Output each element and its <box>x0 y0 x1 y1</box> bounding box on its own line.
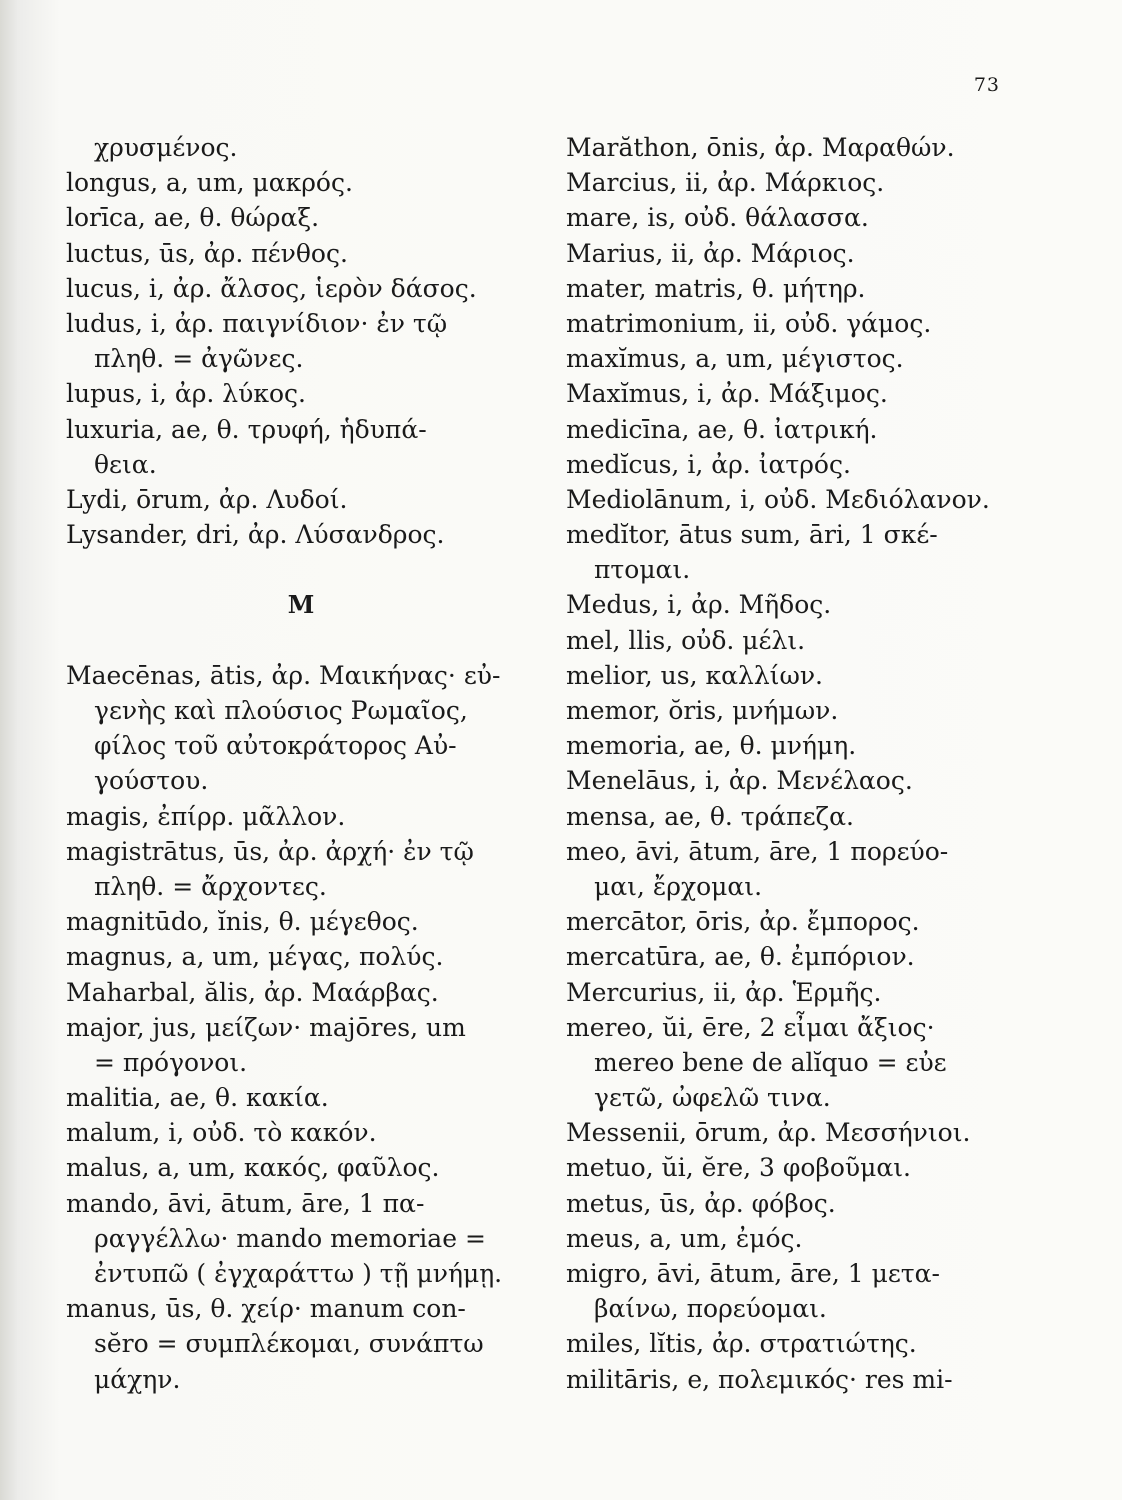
entry-line: malitia, ae, θ. κακία. <box>66 1083 329 1113</box>
entry-line: sĕro = συμπλέκομαι, συνάπτω <box>94 1329 484 1359</box>
entry-line: γετῶ, ὠφελῶ τινα. <box>594 1083 831 1113</box>
entry-line: metuo, ŭi, ĕre, 3 φοβοῦμαι. <box>566 1153 912 1183</box>
entry-line: Medus, i, ἀρ. Μῆδος. <box>566 590 832 620</box>
entry-line: χρυσμένος. <box>94 133 238 162</box>
entry-line: μάχην. <box>94 1364 181 1394</box>
entry-line: θεια. <box>94 449 157 479</box>
entry-line: luctus, ūs, ἀρ. πένθος. <box>66 238 348 268</box>
entry-line: Marius, ii, ἀρ. Μάριος. <box>566 238 855 268</box>
entry-line: Menelāus, i, ἀρ. Μενέλαος. <box>566 766 913 796</box>
entry-line: matrimonium, ii, οὐδ. γάμος. <box>566 308 932 338</box>
entry-line: meo, āvi, ātum, āre, 1 πορεύο- <box>566 836 949 866</box>
entry-line: Mercurius, ii, ἀρ. Ἑρμῆς. <box>566 977 882 1007</box>
entry-line: mare, is, οὐδ. θάλασσα. <box>566 203 869 233</box>
entry-line: major, jus, μείζων· majōres, um <box>66 1012 466 1042</box>
entry-line: migro, āvi, ātum, āre, 1 μετα- <box>566 1259 940 1288</box>
entry-line: Mediolānum, i, οὐδ. Μεδιόλανον. <box>566 484 990 514</box>
entry-line: maxĭmus, a, um, μέγιστος. <box>566 344 904 374</box>
section-heading: M <box>287 590 315 620</box>
entry-line: mensa, ae, θ. τράπεζα. <box>566 801 854 831</box>
entry-line: γενὴς καὶ πλούσιος Ρωμαῖος, <box>94 696 468 725</box>
entry-line: malus, a, um, κακός, φαῦλος. <box>66 1153 440 1183</box>
left-column <box>66 130 556 1397</box>
entry-line: Messenii, ōrum, ἀρ. Μεσσήνιοι. <box>566 1118 971 1148</box>
spacer <box>66 623 556 658</box>
entry-line: mercatūra, ae, θ. ἐμπόριον. <box>566 942 915 972</box>
entry-line: luxuria, ae, θ. τρυφή, ἡδυπά- <box>66 414 427 444</box>
entry-line: manus, ūs, θ. χείρ· manum con- <box>66 1294 466 1324</box>
entry-line: memor, ŏris, μνήμων. <box>566 696 839 725</box>
entry-line: meus, a, um, ἐμός. <box>566 1223 803 1253</box>
entry-line: = πρόγονοι. <box>94 1047 248 1077</box>
entry-line: Maxĭmus, i, ἀρ. Μάξιμος. <box>566 379 888 409</box>
page-number: 73 <box>973 74 1000 96</box>
entry-line: magistrātus, ūs, ἀρ. ἀρχή· ἐν τῷ <box>66 836 474 866</box>
entry-line: Lysander, dri, ἀρ. Λύσανδρος. <box>66 520 445 550</box>
entry-line: mando, āvi, ātum, āre, 1 πα- <box>66 1188 425 1218</box>
entry-line: ραγγέλλω· mando memoriae = <box>94 1223 486 1253</box>
entry-line: longus, a, um, μακρός. <box>66 168 353 198</box>
right-column <box>566 130 1011 1397</box>
entry-line: magnitūdo, ĭnis, θ. μέγεθος. <box>66 907 419 937</box>
entry-line: magnus, a, um, μέγας, πολύς. <box>66 942 444 972</box>
entry-line: Marcius, ii, ἀρ. Μάρκιος. <box>566 168 885 198</box>
entry-line: Lydi, ōrum, ἀρ. Λυδοί. <box>66 484 348 514</box>
entry-line: mercātor, ōris, ἀρ. ἔμπορος. <box>566 907 920 937</box>
entry-line: πληθ. = ἄρχοντες. <box>94 871 327 901</box>
entry-line: medicīna, ae, θ. ἰατρική. <box>566 414 878 444</box>
entry-line: πτομαι. <box>594 555 691 585</box>
entry-line: mereo bene de alĭquo = εὐε <box>594 1047 947 1077</box>
entry-line: Maharbal, ălis, ἀρ. Μαάρβας. <box>66 977 439 1007</box>
entry-line: φίλος τοῦ αὐτοκράτορος Αὐ- <box>94 731 457 761</box>
entry-line: lucus, i, ἀρ. ἄλσος, ἱερὸν δάσος. <box>66 273 477 303</box>
entry-line: medĭtor, ātus sum, āri, 1 σκέ- <box>566 520 938 550</box>
entry-line: memoria, ae, θ. μνήμη. <box>566 731 857 761</box>
entry-line: mel, llis, οὐδ. μέλι. <box>566 625 806 655</box>
entry-line: medĭcus, i, ἀρ. ἰατρός. <box>566 449 851 479</box>
entry-line: Maecēnas, ātis, ἀρ. Μαικήνας· εὐ- <box>66 660 501 690</box>
entry-line: μαι, ἔρχομαι. <box>594 871 763 901</box>
entry-line: πληθ. = ἀγῶνες. <box>94 344 304 374</box>
entry-line: melior, us, καλλίων. <box>566 660 823 690</box>
entry-line: militāris, e, πολεμικός· res mi- <box>566 1364 953 1394</box>
entry-line: ἐντυπῶ ( ἐγχαράττω ) τῇ μνήμῃ. <box>94 1259 503 1288</box>
entry-line: γούστου. <box>94 766 209 796</box>
entry-line: lupus, i, ἀρ. λύκος. <box>66 379 306 409</box>
entry-line: metus, ūs, ἀρ. φόβος. <box>566 1188 836 1218</box>
entry-line: lorīca, ae, θ. θώραξ. <box>66 203 320 233</box>
entry-line: miles, lĭtis, ἀρ. στρατιώτης. <box>566 1329 917 1359</box>
entry-line: Marăthon, ōnis, ἀρ. Μαραθών. <box>566 133 955 162</box>
entry-line: ludus, i, ἀρ. παιγνίδιον· ἐν τῷ <box>66 308 448 338</box>
entry-line: βαίνω, πορεύομαι. <box>594 1294 827 1324</box>
entry-line: mereo, ŭi, ēre, 2 εἶμαι ἄξιος· <box>566 1012 935 1042</box>
entry-line: malum, i, οὐδ. τὸ κακόν. <box>66 1118 377 1148</box>
entry-line: magis, ἐπίρρ. μᾶλλον. <box>66 801 346 831</box>
spacer <box>66 552 556 587</box>
entry-line: mater, matris, θ. μήτηρ. <box>566 273 866 303</box>
